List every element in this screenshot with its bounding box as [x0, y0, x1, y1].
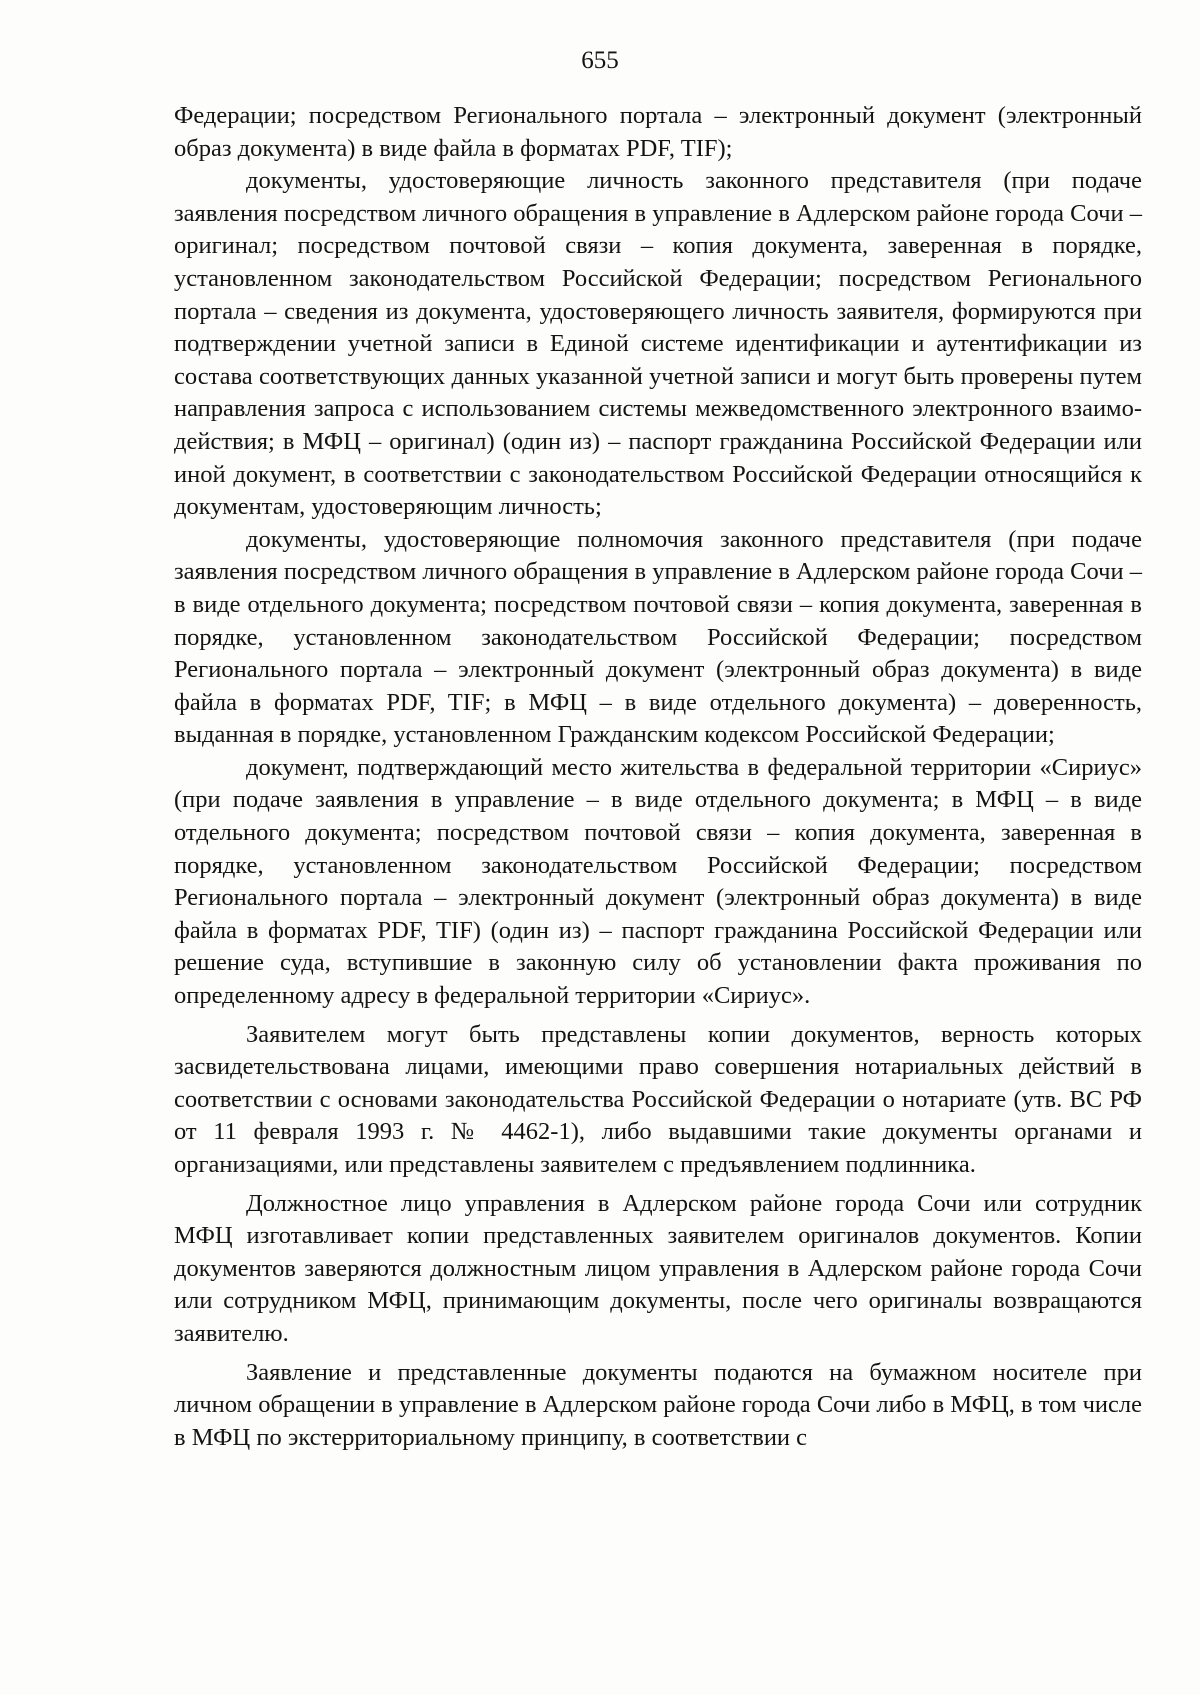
document-body: [174, 100, 1142, 1454]
paragraph-submission: Заявление и представленные документы подаются на бумажном носителе при личном обращении в управление в Адлерском районе города Сочи либо в МФЦ, в том числе в МФЦ по экстерриториальному принципу, в соответствии с: [174, 1358, 1142, 1451]
paragraph-representative-identity: документы, удостоверяющие личность законного представителя (при подаче заявления посредством личного обращения в управление в Адлерском районе города Сочи – оригинал; посредством почтовой связи – копия документа, заверенная в порядке, установленном законодательством Российской Федерации; посредством Регионального портала – сведения из документа, удостоверяющего личность заявителя, формируются при подтверждении учетной записи в Единой системе идентификации и аутентификации из состава соответствующих данных указанной учетной записи и могут быть проверены путем направления запроса с использованием системы межведомственного электронного взаимодействия; в МФЦ – оригинал) (один из) – паспорт гражданина Российской Федерации или иной документ, в соответствии с законодательством Российской Федерации относящийся к документам, удостоверяющим личность;: [174, 167, 1142, 521]
paragraph-continuation: Федерации; посредством Регионального портала – электронный документ (электронный образ документа) в виде файла в форматах PDF, TIF);: [174, 102, 1142, 162]
page-number: 655: [581, 47, 619, 74]
paragraph-certified-copies: Заявителем могут быть представлены копии документов, верность которых засвидетельствована лицами, имеющими право совершения нотариальных действий в соответствии с основами законодательства Российской Федерации о нотариате (утв. ВС РФ от 11 февраля 1993 г. № 4462-1), либо выдавшими такие документы органами и организациями, или представлены заявителем с предъявлением подлинника.: [174, 1020, 1142, 1178]
paragraph-residence-proof: документ, подтверждающий место жительства в федеральной территории «Сириус» (при подаче заявления в управление – в виде отдельного документа; в МФЦ – в виде отдельного документа; посредством почтовой связи – копия документа, заверенная в порядке, установленном законодательством Российской Федерации; посредством Регионального портала – электронный документ (электронный образ документа) в виде файла в форматах PDF, TIF) (один из) – паспорт гражданина Российской Федерации или решение суда, вступившие в законную силу об установлении факта проживания по определенному адресу в федеральной территории «Сириус».: [174, 753, 1142, 1010]
paragraph-copy-certification: Должностное лицо управления в Адлерском районе города Сочи или сотрудник МФЦ изготавливает копии представленных заявителем оригиналов документов. Копии документов заверяются должностным лицом управления в Адлерском районе города Сочи или сотрудником МФЦ, принимающим документы, после чего оригиналы возвращаются заявителю.: [174, 1189, 1142, 1347]
paragraph-representative-authority: документы, удостоверяющие полномочия законного представителя (при подаче заявления посредством личного обращения в управление в Адлерском районе города Сочи – в виде отдельного документа; посредством почтовой связи – копия документа, заверенная в порядке, установленном законодательством Российской Федерации; посредством Регионального портала – электронный документ (электронный образ документа) в виде файла в форматах PDF, TIF; в МФЦ – в виде отдельного документа) – доверенность, выданная в порядке, установленном Гражданским кодексом Российской Федерации;: [174, 525, 1142, 749]
